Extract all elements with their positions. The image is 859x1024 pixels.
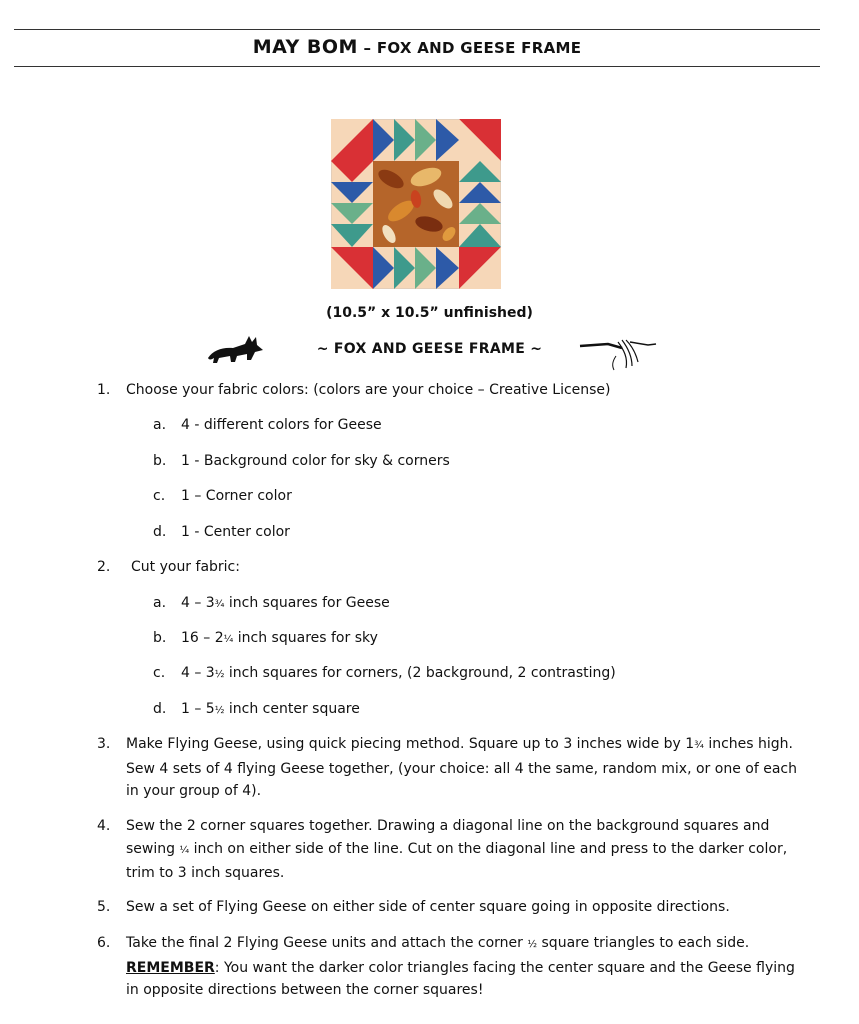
- frame-title: ~ FOX AND GEESE FRAME ~: [316, 341, 543, 357]
- step-1-sub-d-text: 1 - Center color: [181, 524, 290, 540]
- step-2-sub-a-text: 4 – 3¾ inch squares for Geese: [181, 595, 390, 611]
- step-1-sub-a-text: 4 - different colors for Geese: [181, 417, 382, 433]
- step-2-sub-c-text: 4 – 3½ inch squares for corners, (2 background, 2 contrasting): [181, 665, 616, 681]
- quilt-block-image: [331, 119, 501, 289]
- step-3-number: 3.: [97, 736, 111, 752]
- title-main: MAY BOM: [252, 36, 358, 58]
- flying-goose-sketch-icon: [578, 336, 658, 372]
- step-1-text: Choose your fabric colors: (colors are your choice – Creative License): [126, 382, 611, 398]
- step-2-text: Cut your fabric:: [131, 559, 240, 575]
- step-5-number: 5.: [97, 899, 111, 915]
- step-2-number: 2.: [97, 559, 111, 575]
- step-1-sub-b-text: 1 - Background color for sky & corners: [181, 453, 450, 469]
- step-2-sub-d-text: 1 – 5½ inch center square: [181, 701, 360, 717]
- bottom-rule: [14, 66, 820, 67]
- step-6-number: 6.: [97, 935, 111, 951]
- step-2-sub-a-letter: a.: [153, 595, 167, 611]
- title-separator: –: [357, 39, 377, 57]
- step-2-sub-b-text: 16 – 2¼ inch squares for sky: [181, 630, 378, 646]
- step-6-text: Take the final 2 Flying Geese units and attach the corner ½ square triangles to each side. REMEMBER: You want the darker color triangles facing the center square and the Geese flying in opposite directions between the corner squares!: [126, 935, 795, 998]
- step-2-sub-d-letter: d.: [153, 701, 167, 717]
- step-5-text: Sew a set of Flying Geese on either side of center square going in opposite directions.: [126, 899, 730, 915]
- step-1-sub-c-text: 1 – Corner color: [181, 488, 292, 504]
- title-sub: FOX AND GEESE FRAME: [376, 39, 582, 57]
- step-3-text: Make Flying Geese, using quick piecing method. Square up to 3 inches wide by 1¾ inches high. Sew 4 sets of 4 flying Geese together, (your choice: all 4 the same, random mix, or one of each in your group of 4).: [126, 736, 797, 799]
- page-title: [14, 36, 820, 58]
- remember-label: REMEMBER: [126, 959, 215, 976]
- step-1-sub-d-letter: d.: [153, 524, 167, 540]
- top-rule: [14, 29, 820, 30]
- step-1-sub-c-letter: c.: [153, 488, 166, 504]
- step-1-number: 1.: [97, 382, 111, 398]
- step-2-sub-c-letter: c.: [153, 665, 166, 681]
- step-2-sub-b-letter: b.: [153, 630, 167, 646]
- step-1-sub-b-letter: b.: [153, 453, 167, 469]
- step-4-number: 4.: [97, 818, 111, 834]
- block-size-caption: (10.5” x 10.5” unfinished): [326, 305, 533, 321]
- step-4-text: Sew the 2 corner squares together. Drawing a diagonal line on the background squares and sewing ¼ inch on either side of the line. Cut on the diagonal line and press to the darker color, trim to 3 inch squares.: [126, 818, 788, 881]
- step-1-sub-a-letter: a.: [153, 417, 167, 433]
